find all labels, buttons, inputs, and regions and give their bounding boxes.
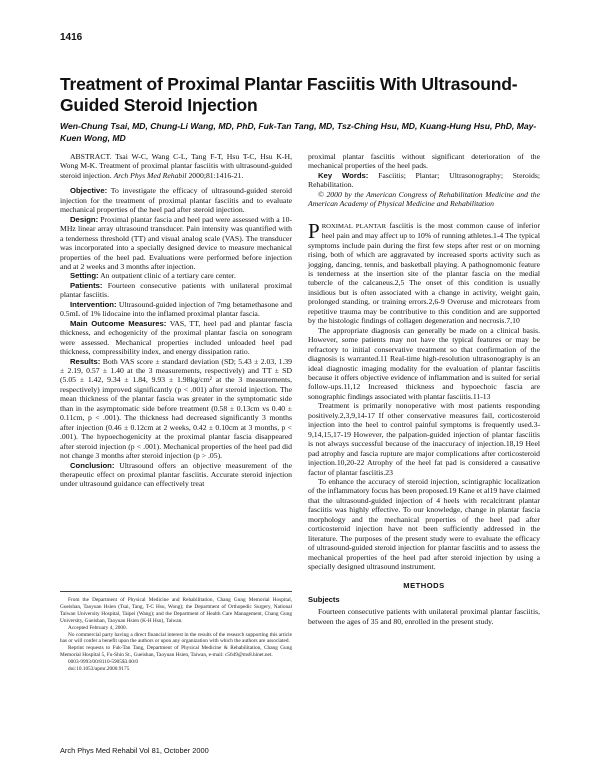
abstract-outcome-measures: Main Outcome Measures: VAS, TT, heel pad and plantar fascia thickness, and echogenicity of the proximal plantar fascia on sonogram were assessed. Mechanical properties included unloaded heel pad thickness, compressibility index, and energy dissipation ratio. xyxy=(60,318,292,357)
abstract-intervention: Intervention: Ultrasound-guided injection of 7mg betamethasone and 0.5mL of 1% lidocaine into the inflamed proximal plantar fascia. xyxy=(60,299,292,319)
body-paragraph-1: PROXIMAL PLANTAR fasciitis is the most common cause of inferior heel pain and may affect up to 10% of running athletes.1-4 The typical symptoms include pain during the first few steps after rest or on morning rising, both of which are aggravated by increased sports activity such as jogging, dancing, tennis, and basketball playing. A pathognomonic feature is tenderness at the insertion site of the plantar fascia on the medial tubercle of the calcaneus.2,5 The onset of this condition is usually insidious but is often associated with a change in activity, weight gain, prolonged standing, or training errors.2,6-9 Overuse and microtears from repetitive trauma may be contributive to this condition and are supported by the histologic findings of collagen degeneration and necrosis.7,10 xyxy=(308,218,541,326)
footnote-reprints: Reprint requests to Fuk-Tan Tang, Department of Physical Medicine & Rehabilitation, Chang Gung Memorial Hospital 5, Fu-Shin St., Gueishan, Taoyuan Hsien, Taiwan, e-mail: c5649@ms8.hinet.net. xyxy=(60,645,292,659)
footnote-doi: doi:10.1053/apmr.2000.9175 xyxy=(68,666,130,673)
article-title: Treatment of Proximal Plantar Fasciitis With Ultrasound-Guided Steroid Injection xyxy=(60,74,518,115)
abstract-patients: Patients: Fourteen consecutive patients with unilateral proximal plantar fasciitis. xyxy=(60,280,292,300)
abstract-keywords: Key Words: Fasciitis; Plantar; Ultrasonography; Steroids; Rehabilitation. xyxy=(308,170,540,190)
methods-heading: METHODS xyxy=(403,581,445,591)
footnote-issn: 0003-9993/00/8110-5905$3.00/0 xyxy=(68,659,138,666)
journal-name: Arch Phys Med Rehabil xyxy=(113,170,187,180)
abstract-results: Results: Both VAS score ± standard deviation (SD; 5.43 ± 2.03, 1.39 ± 2.19, 0.57 ± 1.40 at the 3 measurements, respectively) and TT ± SD (5.05 ± 1.42, 9.34 ± 1.84, 9.93 ± 1.98kg/cm² at the 3 measurements, respectively) improved significantly (p < .001) after steroid injection. The mean thickness of the plantar fascia was greater in the symptomatic side than in the asymptomatic side before treatment (0.58 ± 0.13cm vs 0.40 ± 0.11cm, p < .001). The thickness had decreased significantly 3 months after injection (0.46 ± 0.12cm at 2 weeks, 0.42 ± 0.10cm at 3 months, p < .001). The hypoechogenicity at the proximal plantar fascia disappeared after steroid injection (p < .001). Mechanical properties of the heel pad did not change 3 months after steroid injection (p > .05). xyxy=(60,356,292,461)
running-footer: Arch Phys Med Rehabil Vol 81, October 2000 xyxy=(60,746,209,755)
body-paragraph-4: To enhance the accuracy of steroid injection, scintigraphic localization of the inflammatory focus has been proposed.19 Kane et al19 have claimed that the ultrasound-guided injection of 4 heels with recalcitrant plantar fasciitis was highly effective. To our knowledge, change in plantar fascia morphology and the mechanical properties of the heel pad after corticosteroid injection have not been sufficiently addressed in the literature. The purposes of the present study were to evaluate the efficacy of ultrasound-guided steroid injection for plantar fasciitis and to assess the mechanical properties of the heel pad after steroid injection by using a specially designed ultrasound instrument. xyxy=(308,476,540,572)
author-list: Wen-Chung Tsai, MD, Chung-Li Wang, MD, PhD, Fuk-Tan Tang, MD, Tsz-Ching Hsu, MD, Kuang-Hung Hsu, PhD, May-Kuen Wong, MD xyxy=(60,121,537,143)
abstract-column xyxy=(60,152,292,489)
body-column xyxy=(308,152,540,626)
abstract-citation: ABSTRACT. Tsai W-C, Wang C-L, Tang F-T, Hsu T-C, Hsu K-H, Wong M-K. Treatment of proximal plantar fasciitis with ultrasound-guided steroid injection. Arch Phys Med Rehabil 2000;81:1416-21. xyxy=(60,152,292,180)
body-paragraph-2: The appropriate diagnosis can generally be made on a clinical basis. However, some patients may not have the typical features or may be refractory to initial conservative treatment so that confirmation of the diagnosis is warranted.11 Real-time high-resolution ultrasonography is an ideal diagnostic imaging modality for the evaluation of plantar fasciitis because it offers objective evidence of inflammation and is suited for serial follow-ups.11,12 Increased thickness and hypoechoic fascia are sonographic findings associated with plantar fasciitis.11-13 xyxy=(308,325,540,401)
footnote-affiliation: From the Department of Physical Medicine and Rehabilitation, Chang Gung Memorial Hospital, Gueishan, Taoyuan Hsien (Tsai, Tang, T-C Hsu, Wong); the Department of Orthopedic Surgery, National Taiwan University Hospital, Taipei (Wang); and the Department of Health Care Management, Chang Gung University, Gueishan, Taoyuan Hsien (K-H Hsu), Taiwan. xyxy=(60,597,292,624)
abstract-objective: Objective: To investigate the efficacy of ultrasound-guided steroid injection for the treatment of proximal plantar fasciitis and to evaluate mechanical properties of the heel pad after steroid injection. xyxy=(60,186,292,215)
page-number: 1416 xyxy=(60,32,83,43)
footnote-conflict: No commercial party having a direct financial interest in the results of the research supporting this article has or will confer a benefit upon the authors or upon any organization with which the authors are associated. xyxy=(60,631,292,645)
body-paragraph-3: Treatment is primarily nonoperative with most patients responding positively.2,3,9,14-17 If other conservative measures fail, corticosteroid injection into the heel to control painful symptoms is frequently used.3-9,14,15,17-19 However, the palpation-guided injection of plantar fasciitis is not always successful because of the inaccuracy of injection.18,19 Heel pad atrophy and fascia rupture are major complications after corticosteroid injection.10,20-22 Atrophy of the heel fat pad is considered a causative factor of plantar fasciitis.23 xyxy=(308,401,540,477)
abstract-setting: Setting: An outpatient clinic of a tertiary care center. xyxy=(70,271,236,281)
footnote-accepted: Accepted February 4, 2000. xyxy=(68,624,127,631)
copyright-notice: © 2000 by the American Congress of Rehabilitation Medicine and the American Academy of Physical Medicine and Rehabilitation xyxy=(308,189,540,209)
abstract-conclusion: Conclusion: Ultrasound offers an objective measurement of the therapeutic effect on proximal plantar fasciitis. Accurate steroid injection under ultrasound guidance can effectively treat xyxy=(60,460,292,489)
subjects-heading: Subjects xyxy=(308,594,340,604)
drop-cap: P xyxy=(308,218,320,243)
footnote-divider xyxy=(60,591,292,592)
abstract-design: Design: Proximal plantar fascia and heel pad were assessed with a 10-MHz linear array ultrasound transducer. Pain intensity was quantified with a tenderness threshold (TT) and visual analog scale (VAS). The transducer was incorporated into a specially designed device to measure mechanical properties of the heel pad. Evaluations were performed before injection and at 2 weeks and 3 months after injection. xyxy=(60,214,292,271)
footnotes xyxy=(60,597,292,673)
abstract-conclusion-continued: proximal plantar fasciitis without significant deterioration of the mechanical properties of the heel pads. xyxy=(308,152,540,171)
subjects-paragraph: Fourteen consecutive patients with unilateral proximal plantar fasciitis, between the ages of 35 and 80, enrolled in the present study. xyxy=(308,607,540,626)
